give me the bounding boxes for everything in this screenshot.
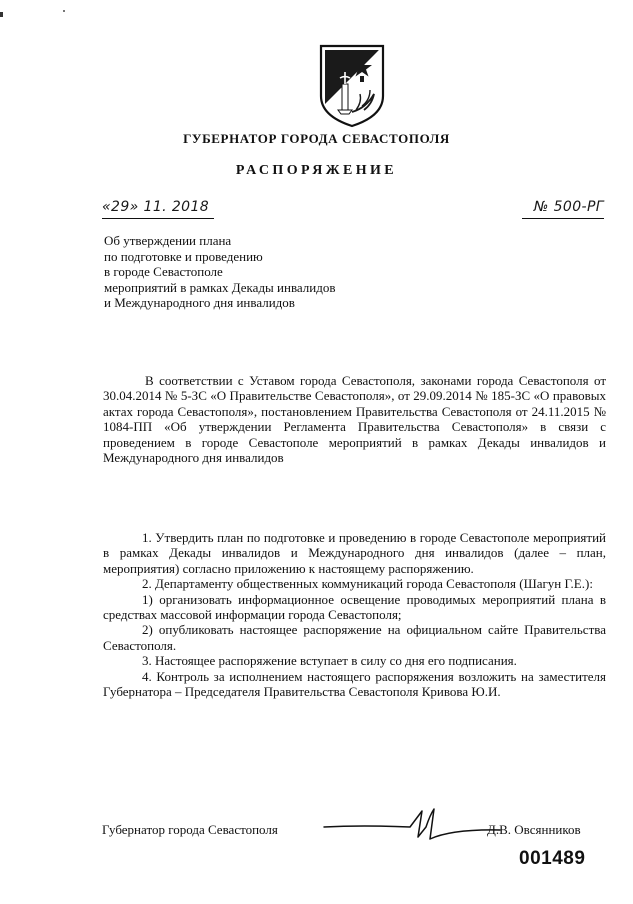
signatory-title: Губернатор города Севастополя: [102, 822, 278, 837]
preamble-paragraph: [103, 373, 606, 465]
order-item-text: 3. Настоящее распоряжение вступает в силу со дня его подписания.: [142, 653, 517, 669]
subject-line: в городе Севастополе: [104, 264, 223, 280]
document-type: РАСПОРЯЖЕНИЕ: [235, 163, 398, 178]
order-items: [103, 530, 606, 699]
order-item: [103, 592, 606, 623]
subject-line: Об утверждении плана: [104, 233, 232, 248]
document-subject: [104, 233, 336, 311]
subject-line: и Международного дня инвалидов: [104, 295, 295, 311]
order-item: [103, 530, 606, 576]
scan-corner-mark: [0, 12, 3, 17]
sevastopol-coat-of-arms-icon: [318, 44, 386, 128]
document-date: «29» 11. 2018: [102, 199, 214, 219]
order-item-text: 1. Утвердить план по подготовке и проведению в городе Севастополе мероприятий в рамках Декады инвалидов и Международного дня инвалидов (далее – план, мероприятия) согласно приложению к настоящему распоряжению.: [103, 530, 606, 576]
order-item: [103, 576, 606, 591]
subject-line: по подготовке и проведению: [104, 248, 263, 264]
handwritten-signature-icon: [322, 805, 502, 841]
subject-line: мероприятий в рамках Декады инвалидов: [104, 279, 336, 295]
order-item: [103, 653, 606, 668]
order-item-text: 2. Департаменту общественных коммуникаций города Севастополя (Шагун Г.Е.):: [142, 576, 593, 592]
document-number: № 500-РГ: [522, 199, 604, 219]
issuer-title: ГУБЕРНАТОР ГОРОДА СЕВАСТОПОЛЯ: [183, 131, 450, 146]
registration-number: 001489: [519, 848, 586, 869]
order-item-text: 2) опубликовать настоящее распоряжение на официальном сайте Правительства Севастополя.: [103, 622, 606, 653]
order-item: [103, 622, 606, 653]
order-item-text: 4. Контроль за исполнением настоящего распоряжения возложить на заместителя Губернатора – Председателя Правительства Севастополя Кривова Ю.И.: [103, 668, 606, 700]
order-item-text: 1) организовать информационное освещение проводимых мероприятий плана в средствах массовой информации города Севастополя;: [103, 591, 606, 623]
order-item: [103, 669, 606, 700]
signatory-name: Д.В. Овсянников: [487, 822, 581, 837]
preamble-text: В соответствии с Уставом города Севастополя, законами города Севастополя от 30.04.2014 № 5-ЗС «О Правительстве Севастополя», от 29.09.2014 № 185-ЗС «О правовых актах города Севастополя», постановлением Правительства Севастополя от 24.11.2015 № 1084-ПП «Об утверждении Регламента Правительства Севастополя» в связи с проведением в городе Севастополе мероприятий в рамках Декады инвалидов и Международного дня инвалидов: [103, 373, 606, 466]
scan-dot-mark: [63, 10, 65, 12]
